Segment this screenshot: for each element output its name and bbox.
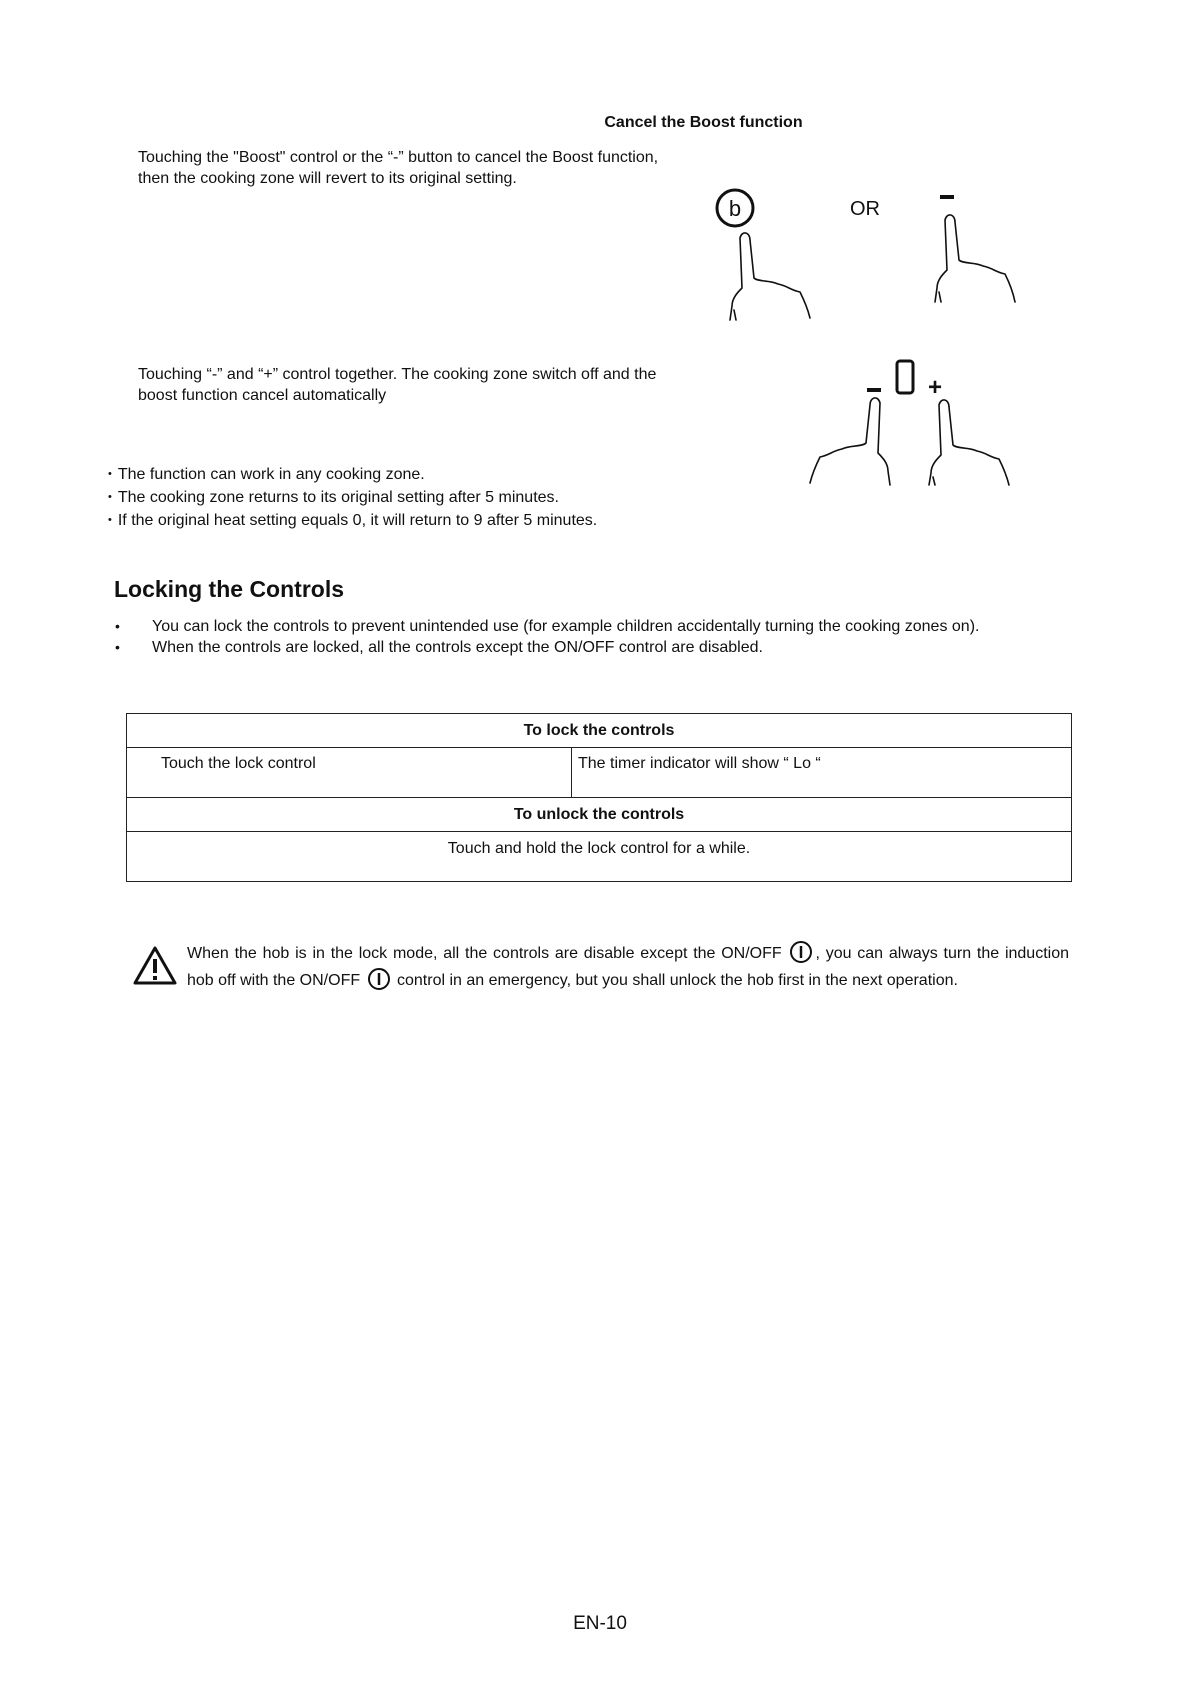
page-number: EN-10 xyxy=(573,1613,627,1634)
table-row xyxy=(127,798,1072,832)
warning-text-part: When the hob is in the lock mode, all the controls are disable except the ON/OFF xyxy=(187,945,788,962)
list-item: • If the original heat setting equals 0, it will return to 9 after 5 minutes. xyxy=(108,510,728,533)
minus-plus-together-illustration xyxy=(785,355,1065,495)
table-row xyxy=(127,714,1072,748)
locking-section-title: Locking the Controls xyxy=(114,576,344,602)
minus-key-icon xyxy=(940,195,954,199)
lock-mode-warning xyxy=(187,940,1069,994)
power-icon xyxy=(367,967,391,991)
pointing-hand-icon xyxy=(730,233,810,320)
or-label: OR xyxy=(850,198,880,220)
locking-bullets-list xyxy=(115,616,1015,658)
list-item: • You can lock the controls to prevent unintended use (for example children accidentally turning the cooking zones on). xyxy=(115,616,1015,637)
lock-header: To lock the controls xyxy=(127,714,1072,748)
warning-icon xyxy=(132,945,178,987)
warning-text-part: control in an emergency, but you shall unlock the hob first in the next operation. xyxy=(392,972,958,989)
unlock-action-cell: Touch and hold the lock control for a while. xyxy=(127,832,1072,882)
lock-action-cell: Touch the lock control xyxy=(127,748,572,798)
boost-notes-list xyxy=(108,464,728,533)
boost-or-minus-illustration xyxy=(700,180,1080,325)
warning-text-part: , you can always turn the induction hob off with the ON/OFF xyxy=(187,945,1069,989)
minus-plus-together-instruction: Touching “-” and “+” control together. The cooking zone switch off and the boost function cancel automatically xyxy=(138,366,657,404)
unlock-header: To unlock the controls xyxy=(127,798,1072,832)
lock-controls-table xyxy=(126,713,1072,882)
plus-key-icon: + xyxy=(927,374,943,401)
table-row xyxy=(127,832,1072,882)
power-icon xyxy=(789,940,813,964)
zone-display-icon xyxy=(897,361,913,393)
table-row xyxy=(127,748,1072,798)
list-item: • The function can work in any cooking zone. xyxy=(108,464,728,487)
minus-key-icon xyxy=(867,388,881,392)
pointing-hand-icon xyxy=(929,400,1009,485)
lock-result-cell: The timer indicator will show “ Lo “ xyxy=(572,748,1072,798)
boost-key-label: b xyxy=(728,196,742,221)
pointing-hand-icon xyxy=(935,215,1015,302)
boost-section-title: Cancel the Boost function xyxy=(604,114,803,131)
boost-cancel-instruction: Touching the "Boost" control or the “-” button to cancel the Boost function, then the cooking zone will revert to its original setting. xyxy=(138,149,659,187)
list-item: • When the controls are locked, all the controls except the ON/OFF control are disabled. xyxy=(115,637,1015,658)
pointing-hand-icon xyxy=(810,398,890,485)
list-item: • The cooking zone returns to its original setting after 5 minutes. xyxy=(108,487,728,510)
